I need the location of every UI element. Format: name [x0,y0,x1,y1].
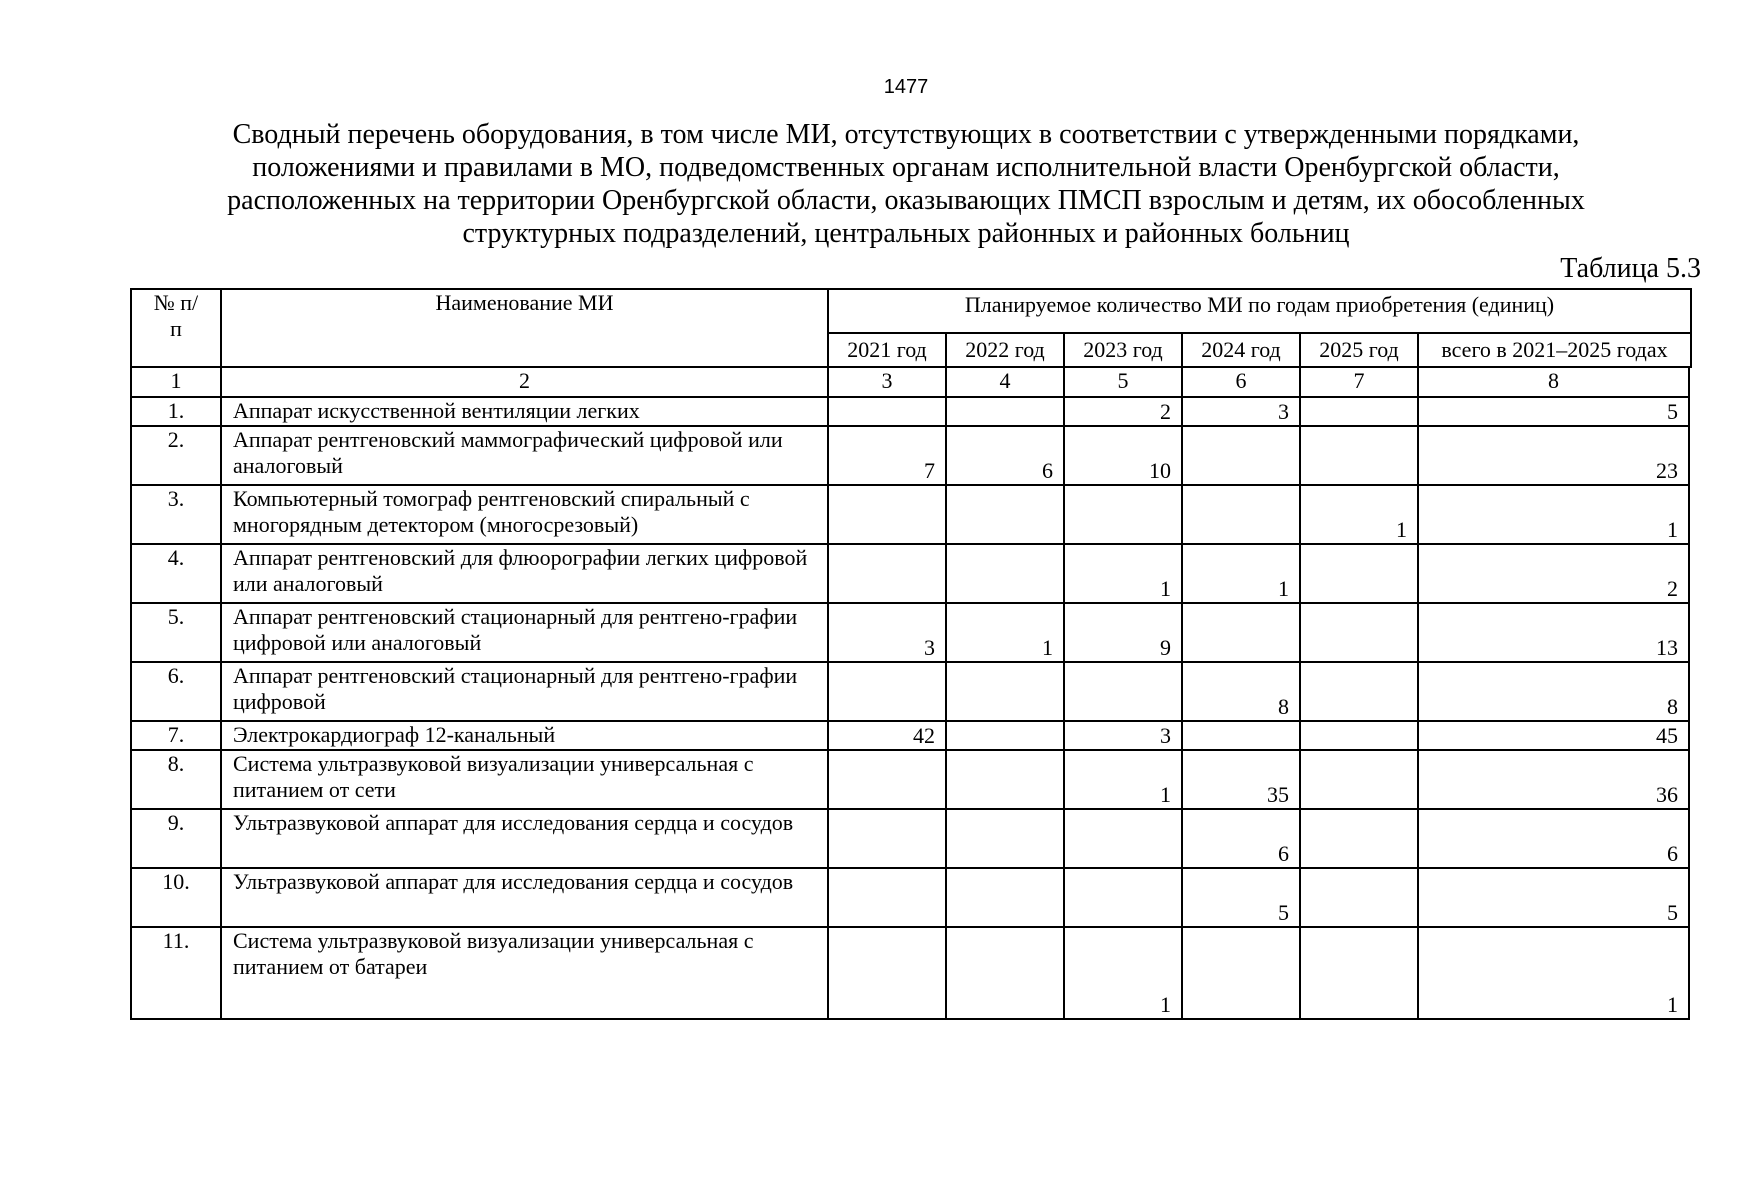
quantity-total: 5 [1418,397,1689,426]
quantity-v2025 [1300,927,1418,1019]
quantity-v2024: 3 [1182,397,1300,426]
quantity-total: 23 [1418,426,1689,485]
row-number: 5. [131,603,221,662]
quantity-total: 6 [1418,809,1689,868]
title-line: Сводный перечень оборудования, в том числе МИ, отсутствующих в соответствии с утвержденными порядками, [232,119,1580,150]
quantity-v2022 [946,485,1064,544]
row-number: 9. [131,809,221,868]
quantity-v2023: 1 [1064,750,1182,809]
row-number: 11. [131,927,221,1019]
equipment-name: Аппарат рентгеновский стационарный для рентгено-графии цифровой или аналоговый [221,603,828,662]
quantity-v2023: 9 [1064,603,1182,662]
quantity-v2025 [1300,426,1418,485]
table-row [131,662,1689,721]
quantity-v2023: 10 [1064,426,1182,485]
column-number: 5 [1064,367,1182,397]
quantity-v2024: 5 [1182,868,1300,927]
equipment-name: Аппарат рентгеновский для флюорографии легких цифровой или аналоговый [221,544,828,603]
header-year-2023: 2023 год [1064,333,1182,367]
quantity-v2023: 1 [1064,927,1182,1019]
header-total: всего в 2021–2025 годах [1418,333,1691,367]
quantity-v2024: 8 [1182,662,1300,721]
equipment-table [130,366,1690,1020]
quantity-total: 2 [1418,544,1689,603]
quantity-v2023: 1 [1064,544,1182,603]
row-number: 6. [131,662,221,721]
column-number: 8 [1418,367,1689,397]
table-row [131,809,1689,868]
table-header [130,288,1692,368]
quantity-v2022 [946,721,1064,750]
equipment-name: Аппарат рентгеновский маммографический цифровой или аналоговый [221,426,828,485]
title-line: положениями и правилами в МО, подведомственных органам исполнительной власти Оренбургской области, [252,152,1560,183]
column-number: 7 [1300,367,1418,397]
quantity-v2021 [828,927,946,1019]
header-year-2022: 2022 год [946,333,1064,367]
header-year-2025: 2025 год [1300,333,1418,367]
table-row [131,603,1689,662]
quantity-v2022 [946,544,1064,603]
header-num: № п/п [131,289,221,367]
row-number: 4. [131,544,221,603]
quantity-v2021: 42 [828,721,946,750]
equipment-name: Система ультразвуковой визуализации универсальная с питанием от батареи [221,927,828,1019]
row-number: 3. [131,485,221,544]
quantity-v2023 [1064,809,1182,868]
table-row [131,485,1689,544]
column-number: 2 [221,367,828,397]
quantity-v2024 [1182,721,1300,750]
row-number: 2. [131,426,221,485]
quantity-total: 1 [1418,927,1689,1019]
quantity-v2021 [828,485,946,544]
table-row [131,544,1689,603]
column-number: 3 [828,367,946,397]
column-number: 6 [1182,367,1300,397]
quantity-v2023 [1064,485,1182,544]
quantity-v2021: 7 [828,426,946,485]
page-number: 1477 [883,76,929,98]
quantity-v2024 [1182,485,1300,544]
header-year-2021: 2021 год [828,333,946,367]
quantity-v2021 [828,397,946,426]
quantity-v2022: 6 [946,426,1064,485]
quantity-v2025 [1300,397,1418,426]
quantity-v2021 [828,868,946,927]
quantity-v2021 [828,662,946,721]
quantity-v2024: 35 [1182,750,1300,809]
quantity-v2023: 3 [1064,721,1182,750]
equipment-name: Ультразвуковой аппарат для исследования сердца и сосудов [221,868,828,927]
document-title [160,118,1652,250]
quantity-v2023 [1064,662,1182,721]
table-row [131,721,1689,750]
quantity-v2023 [1064,868,1182,927]
quantity-v2021 [828,809,946,868]
quantity-v2022 [946,927,1064,1019]
quantity-v2025 [1300,603,1418,662]
quantity-v2025 [1300,544,1418,603]
equipment-name: Аппарат рентгеновский стационарный для рентгено-графии цифровой [221,662,828,721]
quantity-v2025 [1300,868,1418,927]
quantity-total: 1 [1418,485,1689,544]
quantity-total: 36 [1418,750,1689,809]
equipment-name: Электрокардиограф 12-канальный [221,721,828,750]
quantity-v2025 [1300,809,1418,868]
title-line: расположенных на территории Оренбургской области, оказывающих ПМСП взрослым и детям, их обособленных [227,185,1585,216]
table-row [131,750,1689,809]
quantity-total: 45 [1418,721,1689,750]
quantity-v2022 [946,809,1064,868]
quantity-v2024 [1182,426,1300,485]
column-numbers-row [131,367,1689,397]
quantity-v2024: 6 [1182,809,1300,868]
table-row [131,426,1689,485]
quantity-v2025: 1 [1300,485,1418,544]
quantity-v2021: 3 [828,603,946,662]
quantity-v2023: 2 [1064,397,1182,426]
quantity-v2022 [946,868,1064,927]
equipment-name: Компьютерный томограф рентгеновский спиральный с многорядным детектором (многосрезовый) [221,485,828,544]
quantity-v2024: 1 [1182,544,1300,603]
quantity-v2025 [1300,750,1418,809]
equipment-name: Система ультразвуковой визуализации универсальная с питанием от сети [221,750,828,809]
quantity-v2022 [946,397,1064,426]
column-number: 1 [131,367,221,397]
quantity-v2025 [1300,662,1418,721]
header-name: Наименование МИ [221,289,828,367]
header-year-2024: 2024 год [1182,333,1300,367]
quantity-v2022: 1 [946,603,1064,662]
quantity-v2021 [828,544,946,603]
row-number: 7. [131,721,221,750]
row-number: 10. [131,868,221,927]
table-row [131,397,1689,426]
table-row [131,927,1689,1019]
table-row [131,868,1689,927]
row-number: 1. [131,397,221,426]
title-line: структурных подразделений, центральных районных и районных больниц [462,218,1350,249]
quantity-v2024 [1182,927,1300,1019]
equipment-name: Аппарат искусственной вентиляции легких [221,397,828,426]
quantity-total: 8 [1418,662,1689,721]
column-number: 4 [946,367,1064,397]
header-planned: Планируемое количество МИ по годам приобретения (единиц) [828,289,1691,333]
row-number: 8. [131,750,221,809]
quantity-v2025 [1300,721,1418,750]
quantity-v2021 [828,750,946,809]
quantity-total: 5 [1418,868,1689,927]
quantity-v2024 [1182,603,1300,662]
quantity-v2022 [946,750,1064,809]
quantity-v2022 [946,662,1064,721]
equipment-name: Ультразвуковой аппарат для исследования сердца и сосудов [221,809,828,868]
quantity-total: 13 [1418,603,1689,662]
table-label: Таблица 5.3 [1560,253,1701,284]
